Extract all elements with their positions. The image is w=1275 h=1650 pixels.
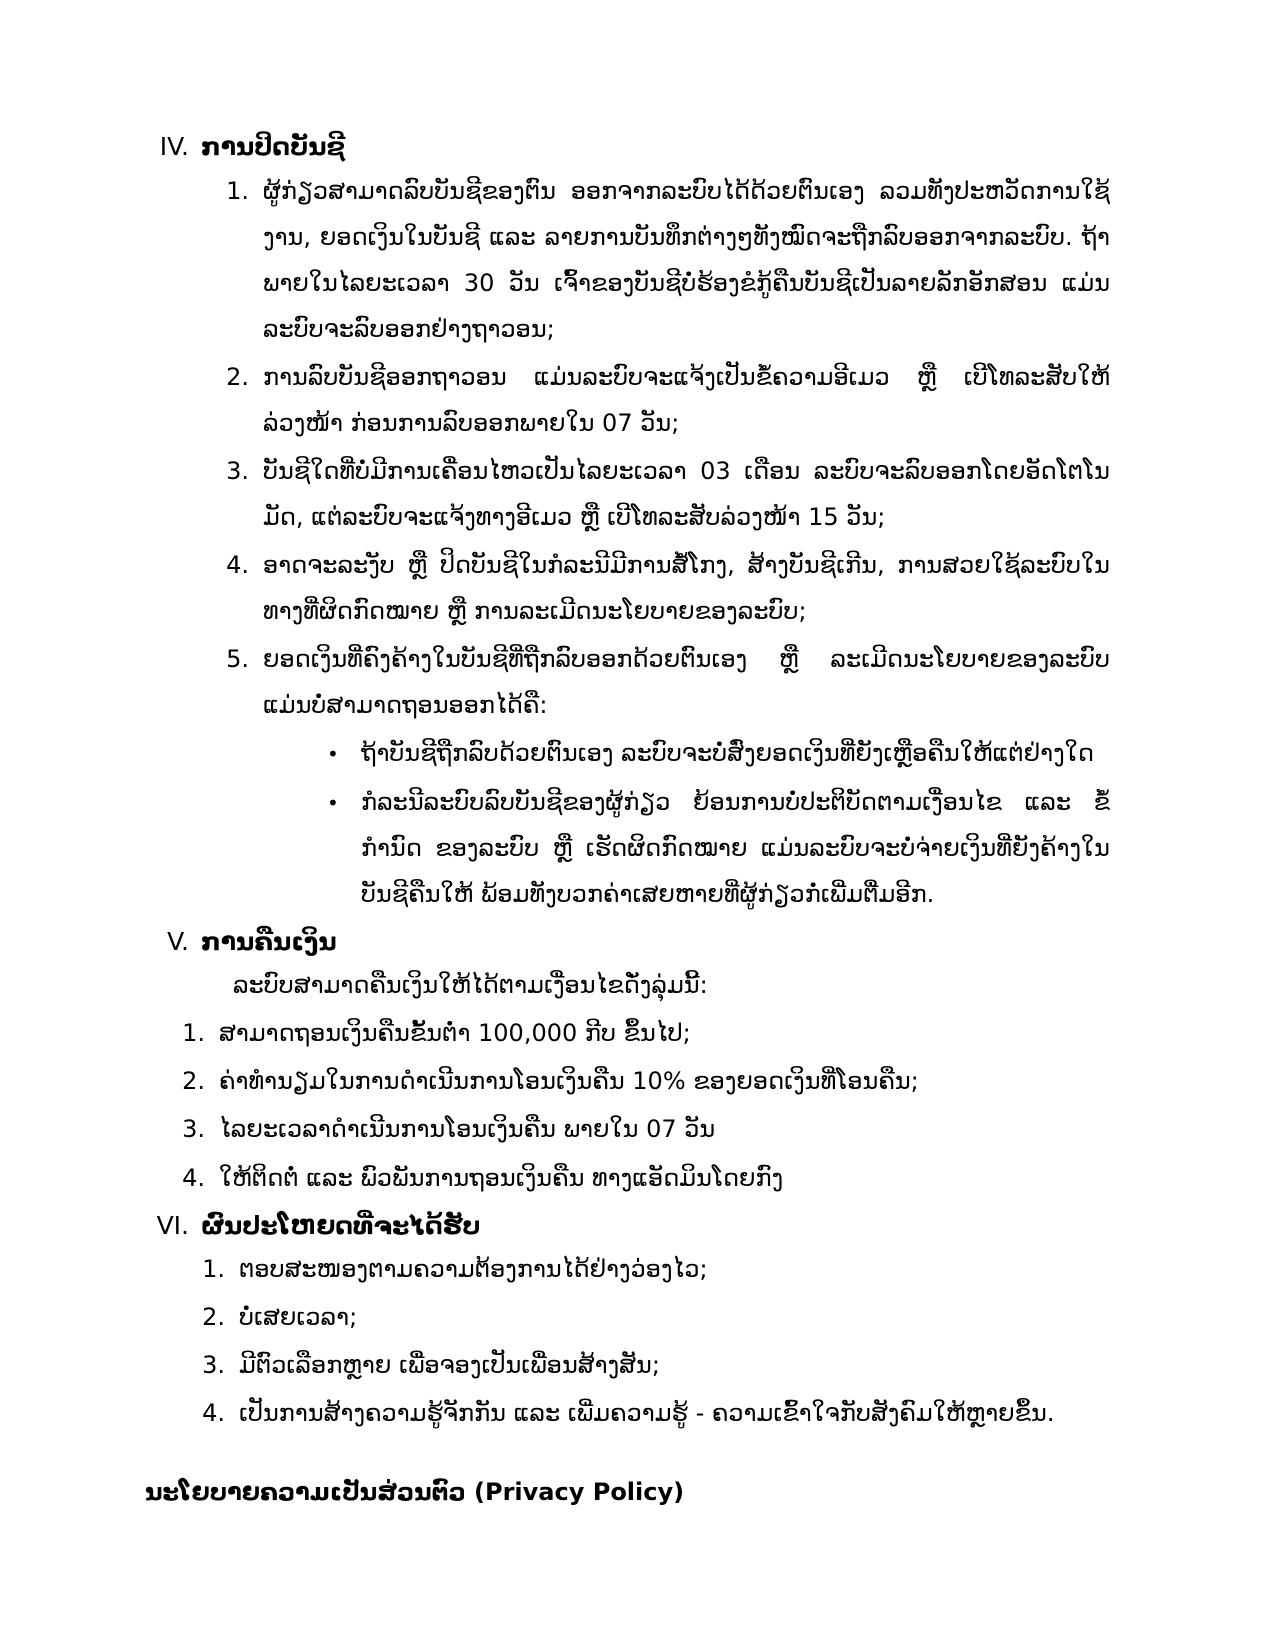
list-marker: 2. [202,1303,225,1332]
list-item [217,354,1110,446]
list-marker: 5. [226,645,249,674]
list-item [173,1058,1110,1104]
list-marker: 4. [182,1163,205,1192]
list-item-text: ມີຕົວເລືອກຫຼາຍ ເພື່ອຈອງເປັນເພື່ອນສ້າງສັນ; [239,1351,660,1380]
privacy-policy-heading: ນະໂຍບາຍຄວາມເປັນສ່ວນຕົວ (Privacy Policy) [145,1478,685,1507]
list-item [193,1246,1110,1292]
list-item-text: ໃຫ້ຕິດຕໍ່ ແລະ ພົວພັນການຖອນເງິນຄືນ ທາງແອັດມິນໂດຍກົງ [219,1163,784,1192]
list-item [173,1155,1110,1201]
list-item [217,448,1110,540]
section-vi [145,1207,1110,1437]
list-item-text: ອາດຈະລະງັບ ຫຼື ປິດບັນຊີໃນກໍລະນີມີການສໍ້ໂກງ, ສ້າງບັນຊີເກີນ, ການສວຍໃຊ້ລະບົບໃນທາງທີ່ຜິດກົດໝາຍ ຫຼື ການລະເມີດນະໂຍບາຍຂອງລະບົບ; [263,551,1110,626]
section-iv-list [217,168,1110,729]
section-vi-numeral: VI. [156,1210,189,1240]
list-marker: 1. [226,176,249,205]
list-marker: 1. [202,1255,225,1284]
section-v-numeral: V. [167,926,189,956]
list-item [173,1010,1110,1056]
bullet-icon: • [327,790,339,815]
list-marker: 2. [226,362,249,391]
list-item [217,636,1110,728]
bullet-item-text: ກໍລະນີລະບົບລົບບັນຊີຂອງຜູ້ກ່ຽວ ຍ້ອນການບໍ່ປະຕິບັດຕາມເງື່ອນໄຂ ແລະ ຂໍ້ກຳນົດ ຂອງລະບົບ ຫຼື ເຮັດຜິດກົດໝາຍ ແມ່ນລະບົບຈະບໍ່ຈ່າຍເງິນທີ່ຍັງຄ້າງໃນບັນຊີຄືນໃຫ້ ພ້ອມທັງບວກຄ່າເສຍຫາຍທີ່ຜູ້ກ່ຽວກໍ່ເພີ່ມຕື່ມອີກ. [361,787,1110,908]
list-item [193,1390,1110,1436]
list-marker: 1. [182,1019,205,1048]
list-marker: 4. [226,551,249,580]
list-item-text: ໄລຍະເວລາດຳເນີນການໂອນເງິນຄືນ ພາຍໃນ 07 ວັນ [219,1115,716,1144]
list-item-text: ການລົບບັນຊີອອກຖາວອນ ແມ່ນລະບົບຈະແຈ້ງເປັນຂໍ້ຄວາມອີເມວ ຫຼື ເບີໂທລະສັບໃຫ້ລ່ວງໜ້າ ກ່ອນການລົບອອກພາຍໃນ 07 ວັນ; [263,362,1110,437]
list-item-text: ເປັນການສ້າງຄວາມຮູ້ຈັກກັນ ແລະ ເພີ່ມຄວາມຮູ້ - ຄວາມເຂົ້າໃຈກັບສັງຄົມໃຫ້ຫຼາຍຂຶ້ນ. [239,1399,1055,1428]
list-item-text: ຕອບສະໜອງຕາມຄວາມຕ້ອງການໄດ້ຢ່າງວ່ອງໄວ; [239,1255,708,1284]
section-vi-list [193,1246,1110,1436]
section-v-list [173,1010,1110,1200]
list-item-text: ຄ່າທຳນຽມໃນການດຳເນີນການໂອນເງິນຄືນ 10% ຂອງຍອດເງິນທີ່ໂອນຄືນ; [219,1067,919,1096]
list-item-text: ຜູ້ກ່ຽວສາມາດລົບບັນຊີຂອງຕົນ ອອກຈາກລະບົບໄດ້ດ້ວຍຕົນເອງ ລວມທັງປະຫວັດການໃຊ້ງານ, ຍອດເງິນໃນບັນຊີ ແລະ ລາຍການບັນທຶກຕ່າງໆທັງໝົດຈະຖືກລົບອອກຈາກລະບົບ. ຖ້າພາຍໃນໄລຍະເວລາ 30 ວັນ ເຈົ້າຂອງບັນຊີບໍ່ຮ້ອງຂໍກູ້ຄືນບັນຊີເປັນລາຍລັກອັກສອນ ແມ່ນລະບົບຈະລົບອອກຢ່າງຖາວອນ; [263,176,1110,343]
section-iv-heading [145,128,1110,166]
list-item-text: ບໍ່ເສຍເວລາ; [239,1303,358,1332]
list-item [173,1106,1110,1152]
list-item [217,542,1110,634]
list-marker: 4. [202,1399,225,1428]
list-marker: 3. [182,1115,205,1144]
section-vi-title: ຜົນປະໂຫຍດທີ່ຈະໄດ້ຮັບ [201,1210,481,1240]
list-item [217,168,1110,352]
list-item [193,1294,1110,1340]
section-v-title: ການຄືນເງິນ [201,926,337,956]
section-v [145,923,1110,1201]
section-iv [145,128,1110,917]
bullet-list-item [327,779,1110,917]
section-v-heading [145,923,1110,961]
bullet-item-text: ຖ້າບັນຊີຖືກລົບດ້ວຍຕົນເອງ ລະບົບຈະບໍ່ສົ່ງຍອດເງິນທີ່ຍັງເຫຼືອຄືນໃຫ້ແຕ່ຢ່າງໃດ [361,739,1094,768]
section-iv-title: ການປິດບັນຊີ [201,132,346,161]
section-vi-heading [145,1207,1110,1245]
list-item-text: ຍອດເງິນທີ່ຄົງຄ້າງໃນບັນຊີທີ່ຖືກລົບອອກດ້ວຍຕົນເອງ ຫຼື ລະເມີດນະໂຍບາຍຂອງລະບົບ ແມ່ນບໍ່ສາມາດຖອນອອກໄດ້ຄື: [263,645,1110,720]
list-item [193,1342,1110,1388]
bullet-icon: • [327,742,339,767]
section-iv-numeral: IV. [159,132,189,161]
list-marker: 3. [226,456,249,485]
bullet-list-item [327,730,1110,776]
list-marker: 2. [182,1067,205,1096]
section-v-lead-text: ລະບົບສາມາດຄືນເງິນໃຫ້ໄດ້ຕາມເງື່ອນໄຂດັ່ງລຸ່ມນີ້: [233,971,708,1000]
list-item-text: ບັນຊີໃດທີ່ບໍ່ມີການເຄື່ອນໄຫວເປັນໄລຍະເວລາ 03 ເດືອນ ລະບົບຈະລົບອອກໂດຍອັດໂຕໂນມັດ, ແຕ່ລະບົບຈະແຈ້ງທາງອີເມວ ຫຼື ເບີໂທລະສັບລ່ວງໜ້າ 15 ວັນ; [263,456,1110,532]
list-item-text: ສາມາດຖອນເງິນຄືນຂັ້ນຕ່ຳ 100,000 ກີບ ຂຶ້ນໄປ; [219,1019,691,1048]
list-marker: 3. [202,1351,225,1380]
section-iv-bullet-list [327,730,1110,916]
